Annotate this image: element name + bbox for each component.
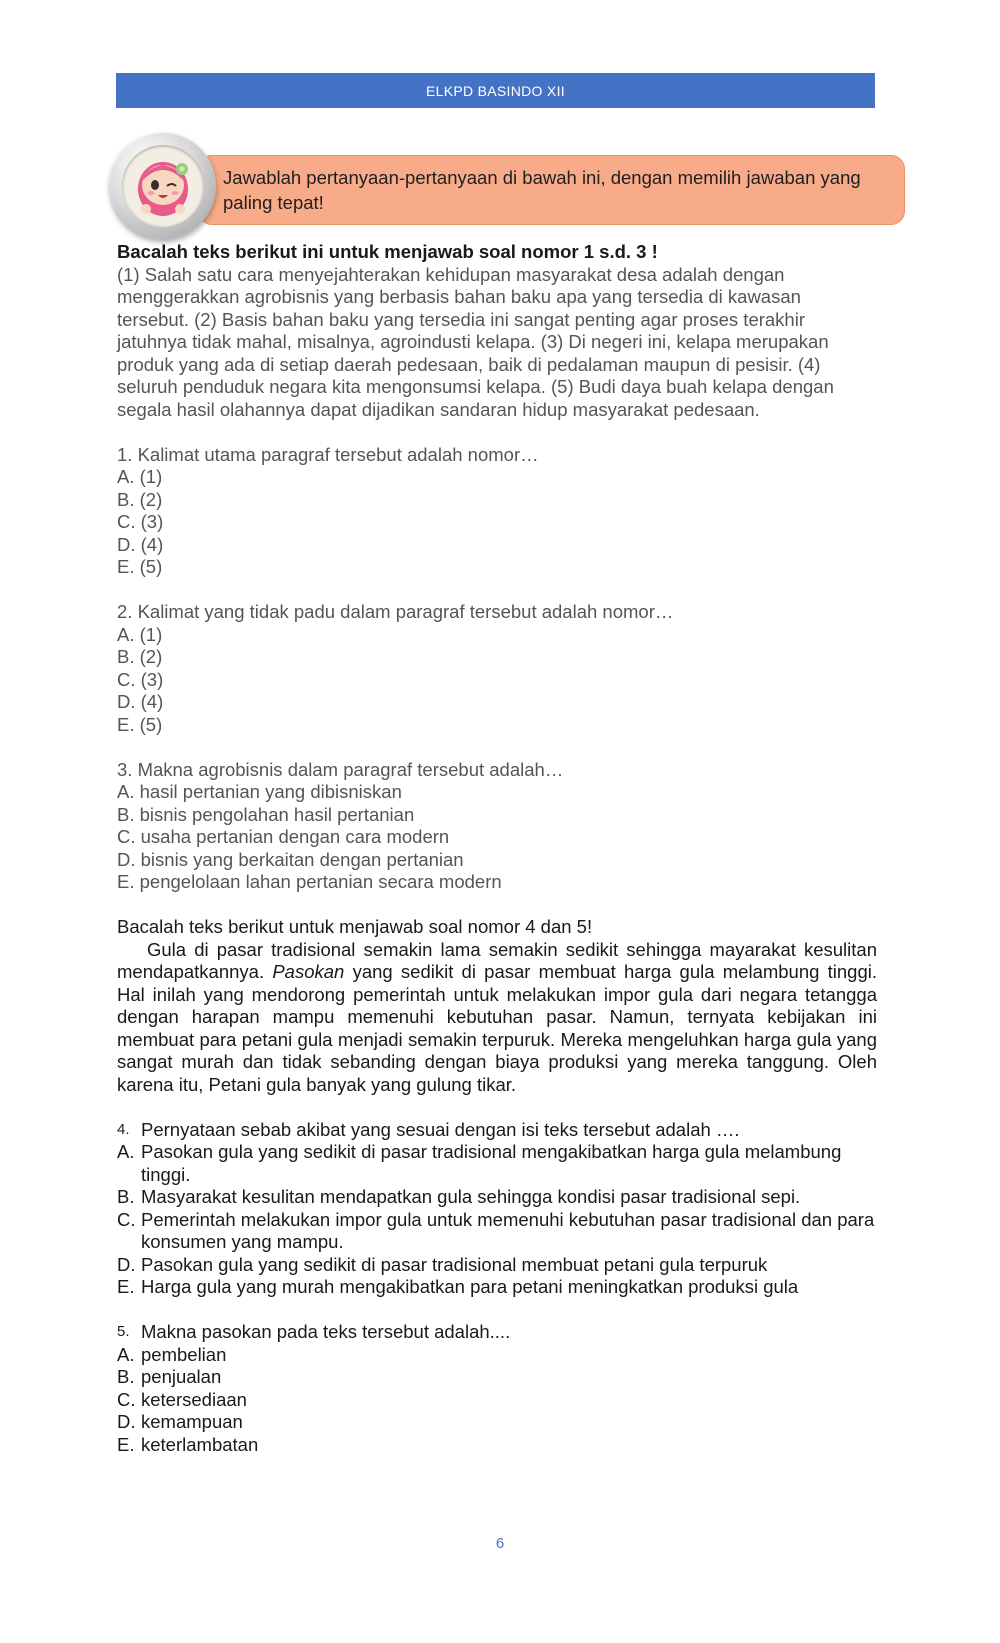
section1-passage: (1) Salah satu cara menyejahterakan kehidupan masyarakat desa adalah dengan menggerakkan agrobisnis yang berbasis bahan baku apa yang tersedia di kawasan tersebut. (2) Basis bahan baku yang tersedia ini sangat penting agar proses terakhir jatuhnya tidak mahal, misalnya, agroindusti kelapa. (3) Di negeri ini, kelapa merupakan produk yang ada di setiap daerah pedesaan, baik di pedalaman maupun di pesisir. (4) seluruh penduduk negara kita mengonsumsi kelapa. (5) Budi daya buah kelapa dengan segala hasil olahannya dapat dijadikan sandaran hidup masyarakat pedesaan. [117,263,834,420]
option-a: A. (1) [117,623,163,645]
page-number: 6 [495,1535,505,1552]
option-b: B. penjualan [117,1366,222,1387]
option-b: B. (2) [117,488,163,510]
option-c: C. ketersediaan [117,1388,247,1410]
option-b: B. bisnis pengolahan hasil pertanian [117,803,415,825]
option-b: B. Masyarakat kesulitan mendapatkan gula sehingga kondisi pasar tradisional sepi. [117,1186,801,1207]
question-text: 1. Kalimat utama paragraf tersebut adalah nomor… [117,443,539,465]
instruction-box [198,155,905,225]
avatar [110,133,216,239]
option-a: A. hasil pertanian yang dibisniskan [117,781,402,802]
option-e: E. Harga gula yang murah mengakibatkan para petani meningkatkan produksi gula [117,1276,799,1297]
question-4 [117,1119,877,1299]
option-d: D. (4) [117,691,164,712]
question-2 [117,601,877,736]
option-a: A. pembelian [117,1343,227,1365]
option-d: D. Pasokan gula yang sedikit di pasar tradisional membuat petani gula terpuruk [117,1253,768,1275]
section2-heading: Bacalah teks berikut untuk menjawab soal nomor 4 dan 5! [117,916,593,937]
worksheet-content [117,241,877,1456]
section1-heading: Bacalah teks berikut ini untuk menjawab soal nomor 1 s.d. 3 ! [117,241,658,262]
question-number: 5. [117,1323,130,1340]
question-text: 4. Pernyataan sebab akibat yang sesuai dengan isi teks tersebut adalah …. [117,1118,740,1140]
question-text: 2. Kalimat yang tidak padu dalam paragraf tersebut adalah nomor… [117,601,674,622]
girl-winking-icon [122,145,204,227]
question-3 [117,759,877,894]
option-d: D. bisnis yang berkaitan dengan pertanian [117,848,464,870]
passage-part1: Gula di pasar tradisional semakin lama semakin sedikit sehingga mayarakat kesulitan mendapatkannya. [117,938,877,982]
header-bar [116,73,875,108]
header-title: ELKPD BASINDO XII [426,82,565,99]
option-c: C. usaha pertanian dengan cara modern [117,826,450,847]
option-a: A. Pasokan gula yang sedikit di pasar tradisional mengakibatkan harga gula melambung tinggi. [117,1141,842,1185]
section2-passage [117,939,877,1097]
option-d: D. kemampuan [117,1411,243,1432]
question-1 [117,444,877,579]
question-text: 5. Makna pasokan pada teks tersebut adalah.... [117,1321,511,1342]
option-c: C. (3) [117,511,164,532]
option-e: E. pengelolaan lahan pertanian secara modern [117,871,502,892]
option-e: E. keterlambatan [117,1433,259,1455]
option-b: B. (2) [117,646,163,667]
option-c: C. Pemerintah melakukan impor gula untuk memenuhi kebutuhan pasar tradisional dan para konsumen yang mampu. [117,1208,875,1252]
option-e: E. (5) [117,713,163,735]
passage-italic-word: Pasokan [272,961,345,982]
passage-part2: yang sedikit di pasar membuat harga gula melambung tinggi. Hal inilah yang mendorong pemerintah untuk melakukan impor gula dari negara tetangga dengan harapan mampu memenuhi kebutuhan pasar. Namun, ternyata kebijakan ini membuat para petani gula menjadi semakin terpuruk. Mereka mengeluhkan harga gula yang sangat murah dan tidak sebanding dengan biaya produksi yang mereka tanggung. Oleh karena itu, Petani gula banyak yang gulung tikar. [117,961,878,1095]
instruction-text: Jawablah pertanyaan-pertanyaan di bawah ini, dengan memilih jawaban yang paling tepat! [223,167,861,213]
question-text: 3. Makna agrobisnis dalam paragraf tersebut adalah… [117,758,564,780]
option-d: D. (4) [117,533,164,555]
question-5 [117,1321,877,1456]
option-e: E. (5) [117,556,163,577]
option-a: A. (1) [117,466,163,487]
option-c: C. (3) [117,668,164,690]
question-number: 4. [117,1120,130,1138]
